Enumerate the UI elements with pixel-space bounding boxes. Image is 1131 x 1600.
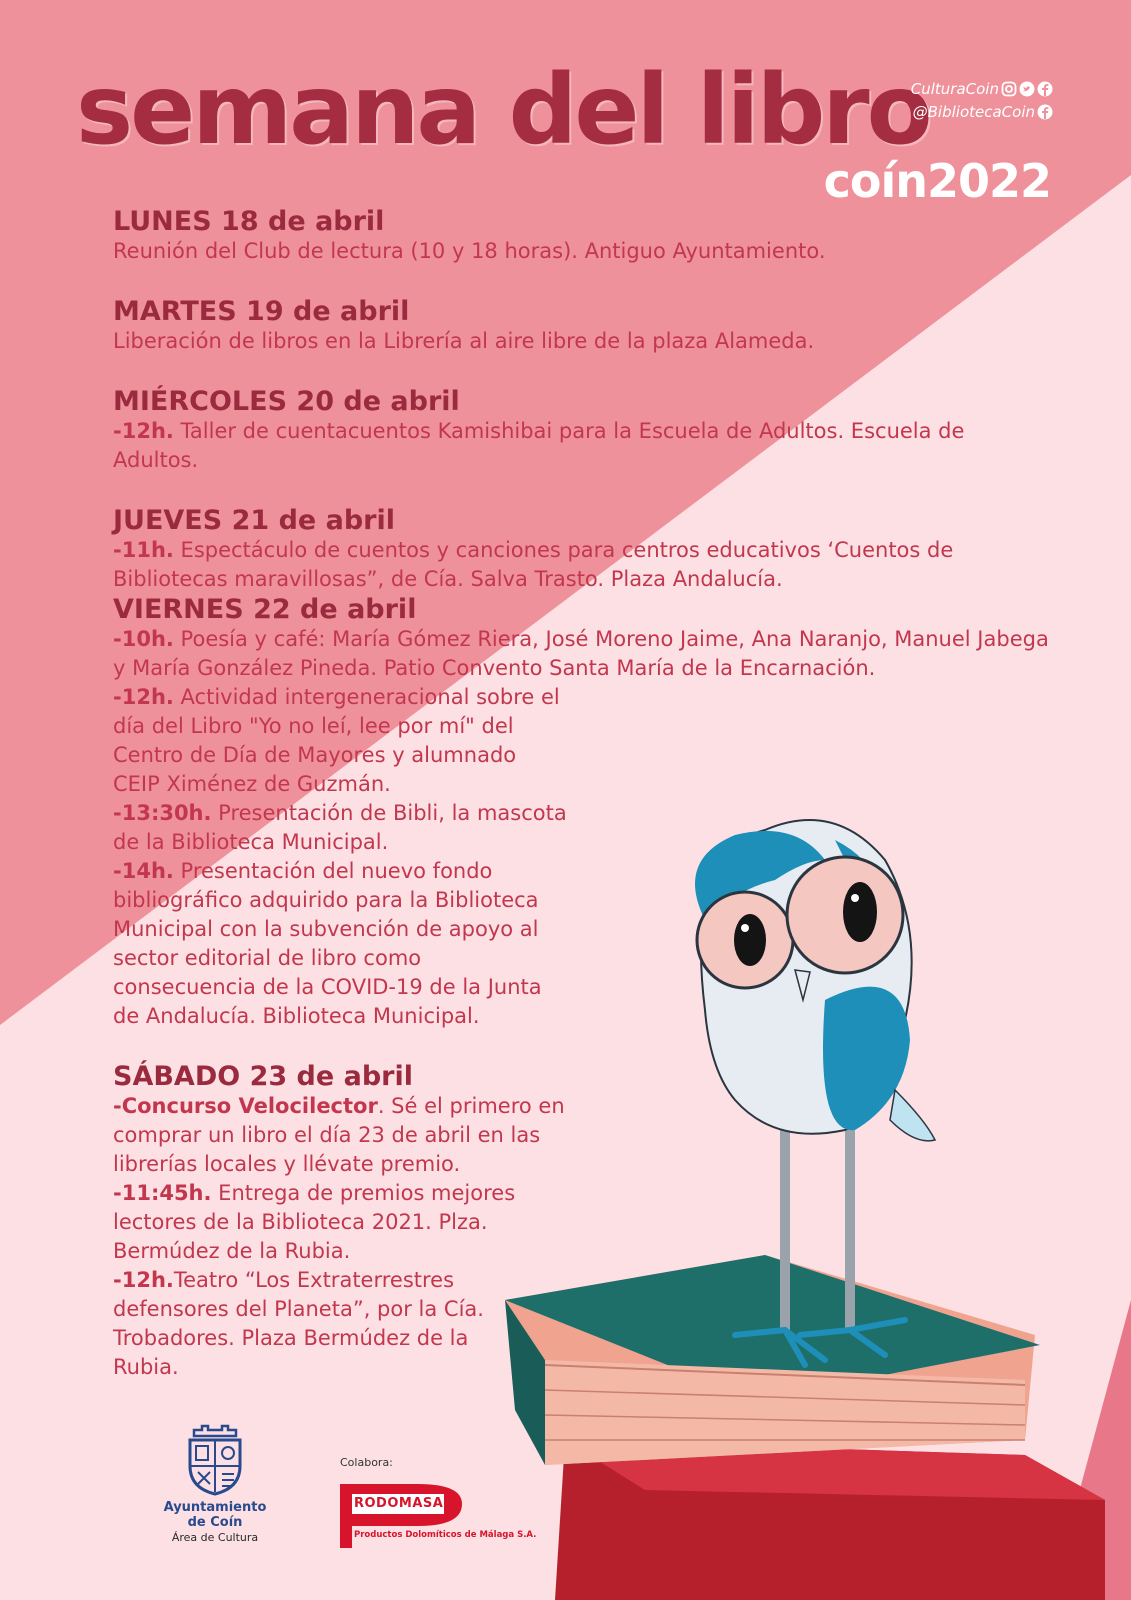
sponsor-tagline: Productos Dolomíticos de Málaga S.A. <box>354 1530 537 1540</box>
event-time: -Concurso Velocilector <box>113 1094 378 1118</box>
event-text: -10h. Poesía y café: María Gómez Riera, José Moreno Jaime, Ana Naranjo, Manuel Jabega y María González Pineda. Patio Convento Santa María de la Encarnación. <box>113 627 1049 680</box>
social-handle-biblioteca: @BibliotecaCoin <box>912 103 1035 121</box>
event-text: -14h. Presentación del nuevo fondo bibliográfico adquirido para la Biblioteca Municipal con la subvención de apoyo al sector editorial de libro como consecuencia de la COVID-19 de la Junta de Andalucía. Biblioteca Municipal. <box>113 859 542 1028</box>
event-time: -11h. <box>113 538 174 562</box>
event-text: Liberación de libros en la Librería al aire libre de la plaza Alameda. <box>113 329 815 353</box>
event-time: -10h. <box>113 627 174 651</box>
event-text: -11h. Espectáculo de cuentos y canciones para centros educativos ‘Cuentos de Bibliotecas maravillosas”, de Cía. Salva Trasto. Plaza Andalucía. <box>113 538 954 591</box>
day-title: SÁBADO 23 de abril <box>113 1061 413 1092</box>
event-time: -13:30h. <box>113 801 212 825</box>
ayuntamiento-name-2: de Coín <box>187 1515 243 1530</box>
event-text: -12h.Teatro “Los Extraterrestres defensores del Planeta”, por la Cía. Trobadores. Plaza Bermúdez de la Rubia. <box>113 1268 484 1379</box>
event-time: -14h. <box>113 859 174 883</box>
event-time: -12h. <box>113 419 174 443</box>
ayuntamiento-name-1: Ayuntamiento <box>163 1500 267 1515</box>
program-content <box>113 206 1053 1382</box>
sponsor-logo <box>338 1482 538 1550</box>
event-time: -12h. <box>113 1268 174 1292</box>
ayuntamiento-logo <box>160 1422 270 1545</box>
ayuntamiento-area: Área de Cultura <box>171 1531 259 1544</box>
event-text: -12h. Taller de cuentacuentos Kamishibai para la Escuela de Adultos. Escuela de Adultos. <box>113 419 965 472</box>
day-title: VIERNES 22 de abril <box>113 594 417 625</box>
social-handle-cultura: CulturaCoin <box>910 80 999 98</box>
event-text: -11:45h. Entrega de premios mejores lectores de la Biblioteca 2021. Plza. Bermúdez de la Rubia. <box>113 1181 516 1263</box>
event-text: Reunión del Club de lectura (10 y 18 horas). Antiguo Ayuntamiento. <box>113 239 826 263</box>
event-text: -13:30h. Presentación de Bibli, la mascota de la Biblioteca Municipal. <box>113 801 567 854</box>
social-cultura <box>911 80 1053 98</box>
instagram-icon <box>1001 81 1017 97</box>
coat-of-arms-icon <box>178 1422 252 1496</box>
event-text: -12h. Actividad intergeneracional sobre el día del Libro "Yo no leí, lee por mí" del Centro de Día de Mayores y alumnado CEIP Ximénez de Guzmán. <box>113 685 560 796</box>
twitter-icon <box>1019 81 1035 97</box>
poster-title: semana del libro <box>76 54 930 166</box>
event-time: -11:45h. <box>113 1181 212 1205</box>
event-text: -Concurso Velocilector. Sé el primero en comprar un libro el día 23 de abril en las librerías locales y llévate premio. <box>113 1094 565 1176</box>
poster-subtitle: coín2022 <box>823 154 1051 208</box>
day-title: MARTES 19 de abril <box>113 296 410 327</box>
day-title: LUNES 18 de abril <box>113 206 385 237</box>
social-biblioteca <box>913 103 1053 121</box>
colabora-label: Colabora: <box>340 1456 393 1469</box>
facebook-icon <box>1037 104 1053 120</box>
facebook-icon <box>1037 81 1053 97</box>
sponsor-name: RODOMASA <box>354 1496 444 1511</box>
day-title: MIÉRCOLES 20 de abril <box>113 386 460 417</box>
event-time: -12h. <box>113 685 174 709</box>
day-title: JUEVES 21 de abril <box>113 505 395 536</box>
